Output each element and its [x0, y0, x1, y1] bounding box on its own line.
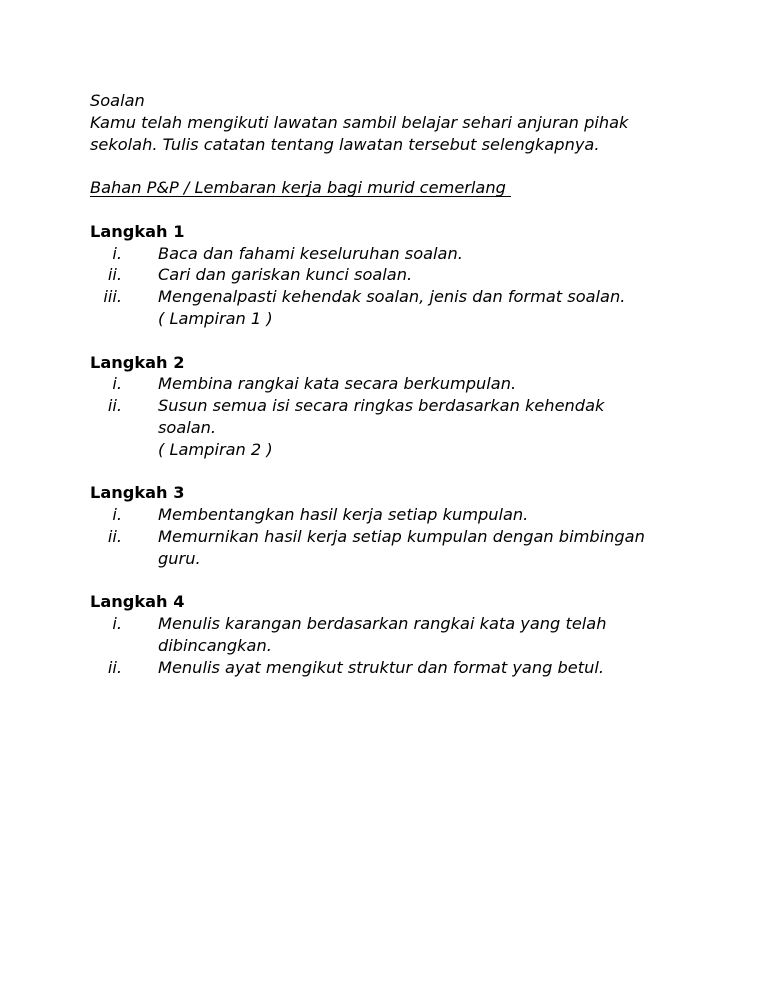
- item-continuation: dibincangkan.: [158, 635, 272, 655]
- step-item: [90, 657, 730, 679]
- material-title: Bahan P&P / Lembaran kerja bagi murid cemerlang: [90, 178, 512, 198]
- step-1: [90, 221, 730, 330]
- step-heading: Langkah 3: [90, 483, 185, 503]
- item-text: Cari dan gariskan kunci soalan.: [158, 265, 413, 285]
- step-item: [90, 504, 730, 526]
- item-text: Memurnikan hasil kerja setiap kumpulan dengan bimbingan: [158, 526, 645, 546]
- step-item: [90, 243, 730, 265]
- item-numeral: ii.: [107, 526, 122, 546]
- item-text: Susun semua isi secara ringkas berdasarkan kehendak: [158, 396, 605, 416]
- question-text-line: sekolah. Tulis catatan tentang lawatan tersebut selengkapnya.: [90, 134, 600, 154]
- item-continuation: guru.: [158, 548, 201, 568]
- item-numeral: i.: [112, 243, 122, 263]
- item-text: Mengenalpasti kehendak soalan, jenis dan format soalan.: [158, 287, 626, 307]
- spacer: [90, 199, 730, 221]
- item-numeral: ii.: [107, 265, 122, 285]
- step-item: [90, 395, 730, 417]
- item-numeral: i.: [112, 374, 122, 394]
- step-item: [90, 264, 730, 286]
- document-page: [90, 90, 730, 679]
- item-continuation: ( Lampiran 2 ): [158, 439, 273, 459]
- spacer: [90, 330, 730, 352]
- item-numeral: iii.: [103, 287, 122, 307]
- item-text: Menulis ayat mengikut struktur dan format yang betul.: [158, 657, 604, 677]
- item-numeral: i.: [112, 505, 122, 525]
- spacer: [90, 155, 730, 177]
- step-heading: Langkah 1: [90, 221, 185, 241]
- item-numeral: ii.: [107, 396, 122, 416]
- item-numeral: ii.: [107, 657, 122, 677]
- question-block: [90, 90, 730, 155]
- item-text: Membina rangkai kata secara berkumpulan.: [158, 374, 517, 394]
- question-text-line: Kamu telah mengikuti lawatan sambil belajar sehari anjuran pihak: [90, 112, 629, 132]
- step-heading: Langkah 2: [90, 352, 185, 372]
- item-text: Menulis karangan berdasarkan rangkai kata yang telah: [158, 614, 607, 634]
- step-4: [90, 591, 730, 678]
- item-text: Baca dan fahami keseluruhan soalan.: [158, 243, 463, 263]
- spacer: [90, 570, 730, 592]
- item-text: Membentangkan hasil kerja setiap kumpulan.: [158, 505, 529, 525]
- step-item: [90, 613, 730, 635]
- step-heading: Langkah 4: [90, 592, 185, 612]
- material-title-line: [90, 177, 730, 199]
- spacer: [90, 461, 730, 483]
- step-item: [90, 286, 730, 308]
- item-continuation: ( Lampiran 1 ): [158, 308, 273, 328]
- item-continuation: soalan.: [158, 417, 217, 437]
- step-item: [90, 373, 730, 395]
- question-label: Soalan: [90, 91, 145, 110]
- item-numeral: i.: [112, 614, 122, 634]
- step-item: [90, 526, 730, 548]
- step-2: [90, 352, 730, 461]
- step-3: [90, 482, 730, 569]
